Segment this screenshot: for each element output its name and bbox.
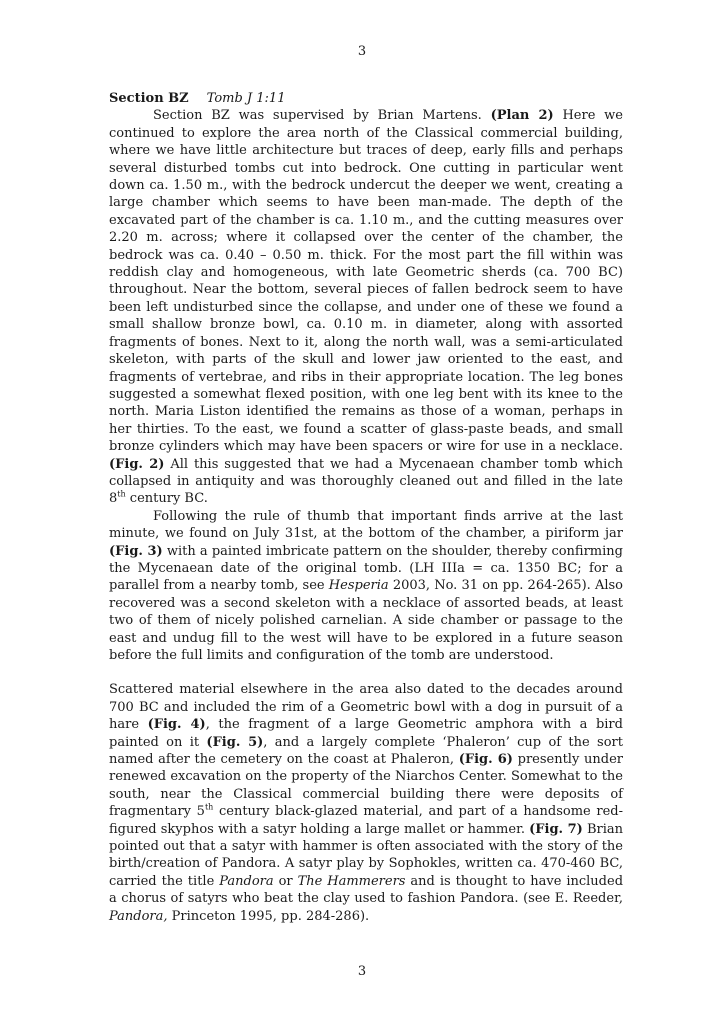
figure-reference: (Fig. 4) bbox=[147, 717, 206, 733]
text-run: or bbox=[273, 873, 298, 889]
section-heading bbox=[109, 90, 623, 107]
text-run: presently under renewed excavation on the property of the Niarchos Center. Somewhat to the south, near the Classical commercial building there were deposits of fragmentary 5 bbox=[109, 752, 623, 820]
text-run: Brian pointed out that a satyr with hammer is often associated with the story of the birth/creation of Pandora. A satyr play by Sophokles, written ca. 470-460 BC, carried the title bbox=[109, 821, 623, 889]
superscript: th bbox=[117, 490, 126, 500]
figure-reference: (Fig. 5) bbox=[206, 734, 264, 750]
page-number-top: 3 bbox=[357, 44, 367, 59]
document-body bbox=[109, 90, 623, 925]
text-run: century black-glazed material, and part of a handsome red-figured skyphos with a satyr holding a large mallet or hammer. bbox=[109, 804, 623, 837]
text-run: All this suggested that we had a Mycenaean chamber tomb which collapsed in antiquity and was thoroughly cleaned out and filled in the late 8 bbox=[109, 456, 623, 507]
paragraph-1 bbox=[109, 107, 623, 507]
text-run: , and a largely complete ‘Phaleron’ cup of the sort named after the cemetery on the coast at Phaleron, bbox=[109, 734, 623, 768]
text-run: Section BZ was supervised by Brian Martens. bbox=[153, 108, 491, 124]
work-title: Pandora, bbox=[109, 908, 168, 924]
text-run: Scattered material elsewhere in the area also dated to the decades around 700 BC and included the rim of a Geometric bowl with a dog in pursuit of a hare bbox=[109, 682, 623, 733]
work-title: Pandora bbox=[219, 873, 274, 889]
page-number-bottom: 3 bbox=[357, 964, 367, 979]
text-run: 2003, No. 31 on pp. 264-265). Also recovered was a second skeleton with a necklace of assorted beads, at least two of them of nicely polished carnelian. A side chamber or passage to the east and undug fill to the west will have to be explored in a future season before the full limits and configuration of the tomb are understood. bbox=[109, 578, 623, 663]
section-title: Section BZ bbox=[109, 91, 189, 106]
figure-reference: (Fig. 7) bbox=[529, 821, 583, 837]
work-title: The Hammerers bbox=[297, 873, 406, 889]
text-run: and is thought to have included a chorus of satyrs who beat the clay used to fashion Pandora. (see E. Reeder, bbox=[109, 873, 624, 907]
figure-reference: (Fig. 6) bbox=[458, 752, 513, 768]
tomb-label: Tomb J 1:11 bbox=[206, 91, 286, 106]
text-run: with a painted imbricate pattern on the shoulder, thereby confirming the Mycenaean date of the original tomb. (LH IIIa = ca. 1350 BC; for a parallel from a nearby tomb, see bbox=[109, 543, 623, 594]
paragraph-3 bbox=[109, 681, 623, 925]
text-run: Here we continued to explore the area north of the Classical commercial building, where we have little architecture but traces of deep, early fills and perhaps several disturbed tombs cut into bedrock. One cutting in particular went down ca. 1.50 m., with the bedrock undercut the deeper we went, creating a large chamber which seems to have been man-made. The depth of the excavated part of the chamber is ca. 1.10 m., and the cutting measures over 2.20 m. across; where it collapsed over the center of the chamber, the bedrock was ca. 0.40 – 0.50 m. thick. For the most part the fill within was reddish clay and homogeneous, with late Geometric sherds (ca. 700 BC) throughout. Near the bottom, several pieces of fallen bedrock seem to have been left undisturbed since the collapse, and under one of these we found a small shallow bronze bowl, ca. 0.10 m. in diameter, along with assorted fragments of bones. Next to it, along the north wall, was a semi-articulated skeleton, with parts of the skull and lower jaw oriented to the east, and fragments of vertebrae, and ribs in their appropriate location. The leg bones suggested a somewhat flexed position, with one leg bent with its knee to the north. Maria Liston identified the remains as those of a woman, perhaps in her thirties. To the east, we found a scatter of glass-paste beads, and small bronze cylinders which may have been spacers or wire for use in a necklace. bbox=[109, 108, 623, 455]
superscript: th bbox=[204, 802, 214, 812]
figure-reference: (Fig. 3) bbox=[109, 543, 163, 559]
plan-reference: (Plan 2) bbox=[490, 108, 554, 124]
journal-title: Hesperia bbox=[328, 578, 389, 594]
text-run: Following the rule of thumb that important finds arrive at the last minute, we found on July 31st, at the bottom of the chamber, a piriform jar bbox=[109, 508, 623, 542]
text-run: century BC. bbox=[125, 491, 208, 507]
text-run: Princeton 1995, pp. 284-286). bbox=[167, 908, 370, 924]
text-run: , the fragment of a large Geometric amphora with a bird painted on it bbox=[109, 717, 623, 750]
paragraph-2 bbox=[109, 508, 623, 665]
figure-reference: (Fig. 2) bbox=[109, 456, 165, 472]
